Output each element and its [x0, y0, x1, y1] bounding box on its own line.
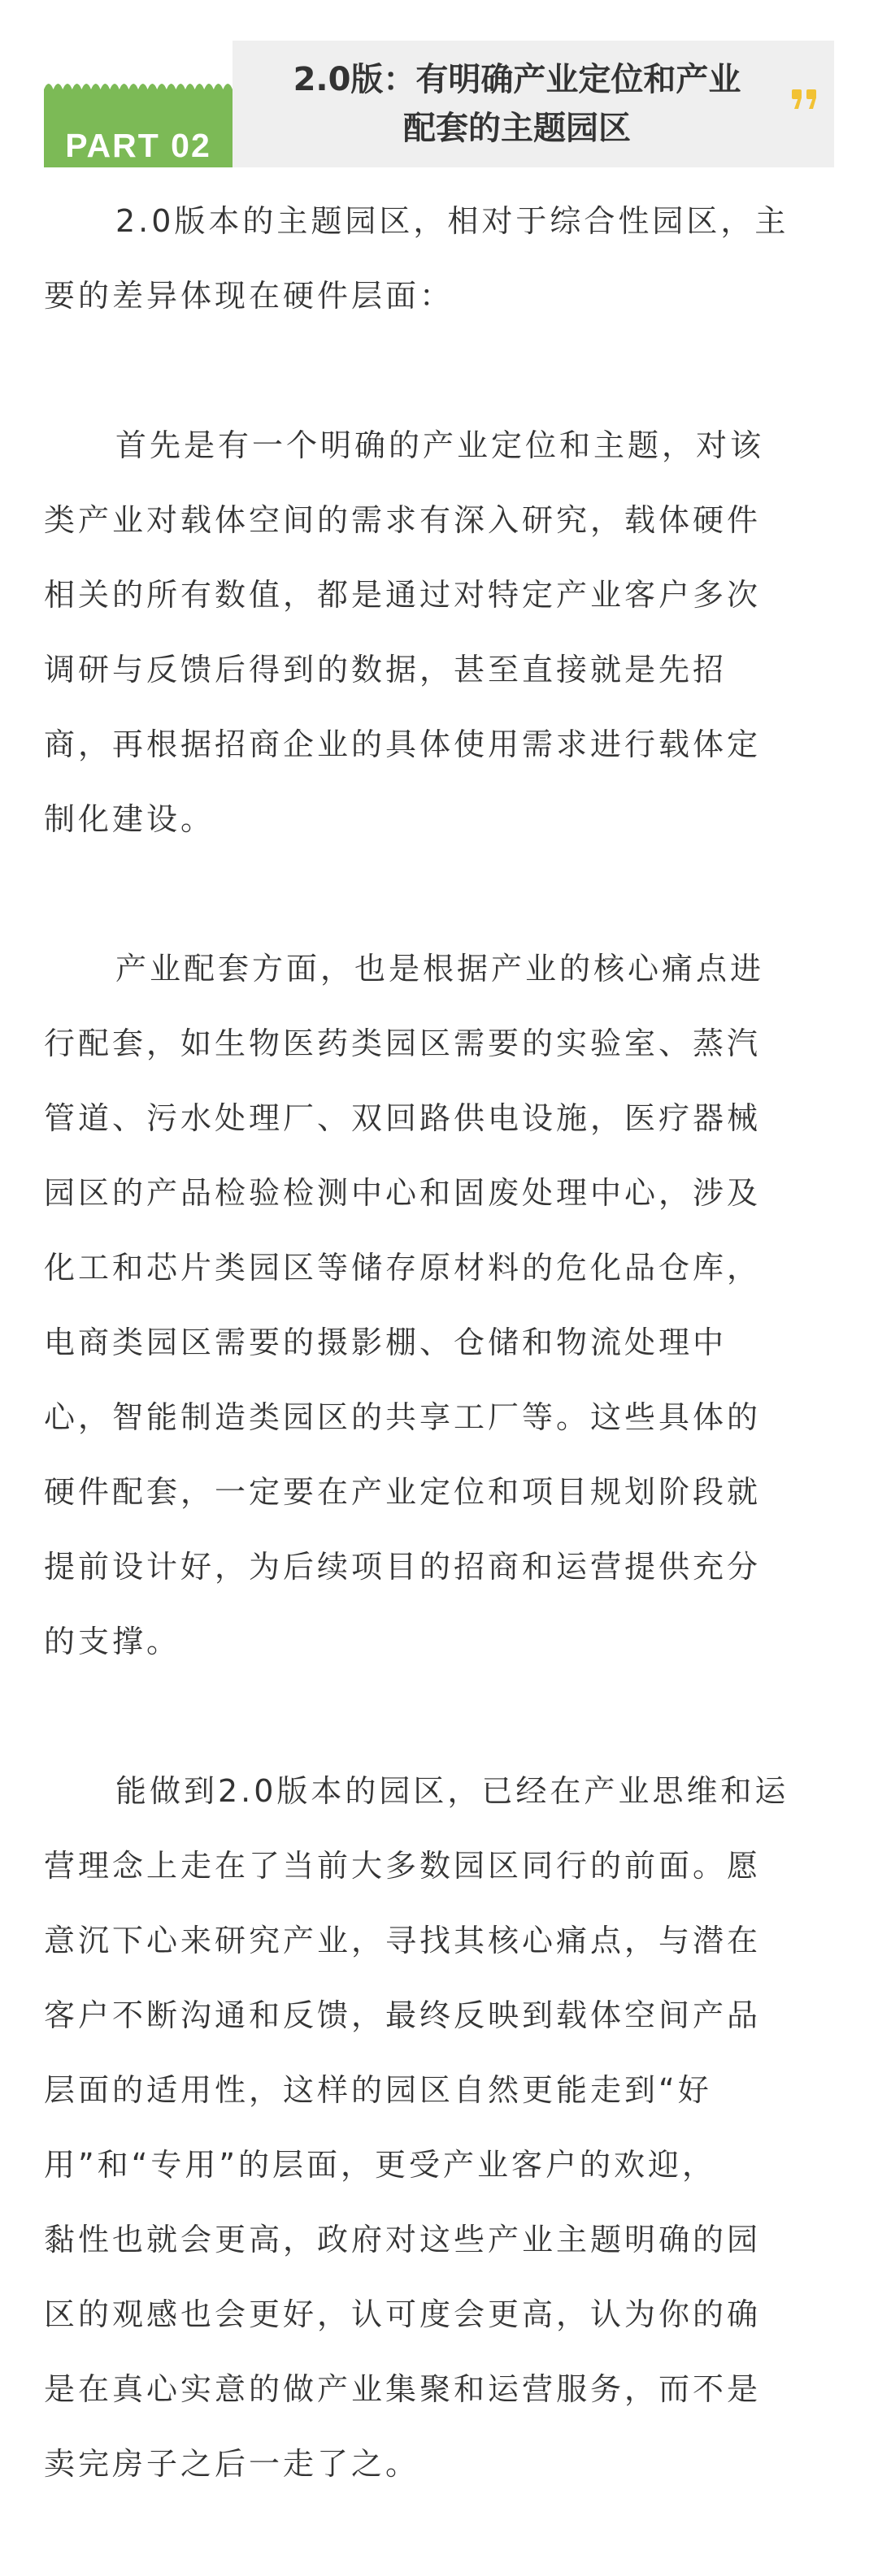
- paragraph-line: 化工和芯片类园区等储存原材料的危化品仓库，: [44, 1250, 762, 1286]
- paragraph-line: 营理念上走在了当前大多数园区同行的前面。愿: [44, 1848, 762, 1884]
- paragraph-line: 区的观感也会更好，认可度会更高，认为你的确: [44, 2296, 762, 2332]
- article-body: [44, 184, 834, 2576]
- section-title: [233, 41, 802, 167]
- paragraph-line: 类产业对载体空间的需求有深入研究，载体硬件: [44, 502, 762, 538]
- paragraph-line: 园区的产品检验检测中心和固废处理中心，涉及: [44, 1175, 762, 1211]
- paragraph-line: 首先是有一个明确的产业定位和主题，对该: [115, 427, 765, 463]
- paragraph-line: 管道、污水处理厂、双回路供电设施，医疗器械: [44, 1100, 762, 1136]
- paragraph-line: 产业配套方面，也是根据产业的核心痛点进: [115, 951, 765, 987]
- paragraph-line: 电商类园区需要的摄影棚、仓储和物流处理中: [44, 1325, 728, 1360]
- part-label: PART 02: [65, 126, 211, 164]
- paragraph-line: 调研与反馈后得到的数据，甚至直接就是先招: [44, 652, 728, 687]
- paragraph-line: 硬件配套，一定要在产业定位和项目规划阶段就: [44, 1474, 762, 1510]
- paragraph-line: 客户不断沟通和反馈，最终反映到载体空间产品: [44, 1997, 762, 2033]
- paragraph-line: 提前设计好，为后续项目的招商和运营提供充分: [44, 1549, 762, 1585]
- paragraph-line: 层面的适用性，这样的园区自然更能走到“好: [44, 2072, 712, 2108]
- paragraph-line: 能做到2.0版本的园区，已经在产业思维和运: [115, 1773, 789, 1809]
- paragraph-line: 用”和“专用”的层面，更受产业客户的欢迎，: [44, 2147, 717, 2183]
- paragraph-line: 黏性也就会更高，政府对这些产业主题明确的园: [44, 2222, 762, 2257]
- paragraph: [44, 931, 834, 1679]
- paragraph-line: 心，智能制造类园区的共享工厂等。这些具体的: [44, 1399, 762, 1435]
- paragraph-line: 意沉下心来研究产业，寻找其核心痛点，与潜在: [44, 1923, 762, 1958]
- section-title-line-1: 2.0版：有明确产业定位和产业: [293, 61, 741, 98]
- paragraph-line: 相关的所有数值，都是通过对特定产业客户多次: [44, 577, 762, 613]
- paragraph: [44, 184, 834, 333]
- section-header: [44, 41, 834, 167]
- paragraph-line: 的支撑。: [44, 1624, 181, 1659]
- paragraph-line: 行配套，如生物医药类园区需要的实验室、蒸汽: [44, 1026, 762, 1061]
- paragraph-line: 商，再根据招商企业的具体使用需求进行载体定: [44, 726, 762, 762]
- paragraph-line: 是在真心实意的做产业集聚和运营服务，而不是: [44, 2371, 762, 2407]
- paragraph-line: 制化建设。: [44, 801, 215, 837]
- paragraph-line: 2.0版本的主题园区，相对于综合性园区，主: [115, 203, 789, 239]
- closing-quote-icon: [790, 88, 819, 112]
- paragraph: [44, 408, 834, 856]
- part-badge: [44, 70, 233, 167]
- section-title-line-2: 配套的主题园区: [403, 110, 631, 147]
- paragraph-line: 卖完房子之后一走了之。: [44, 2446, 420, 2482]
- paragraph-line: 要的差异体现在硬件层面：: [44, 278, 454, 314]
- paragraph: [44, 1754, 834, 2501]
